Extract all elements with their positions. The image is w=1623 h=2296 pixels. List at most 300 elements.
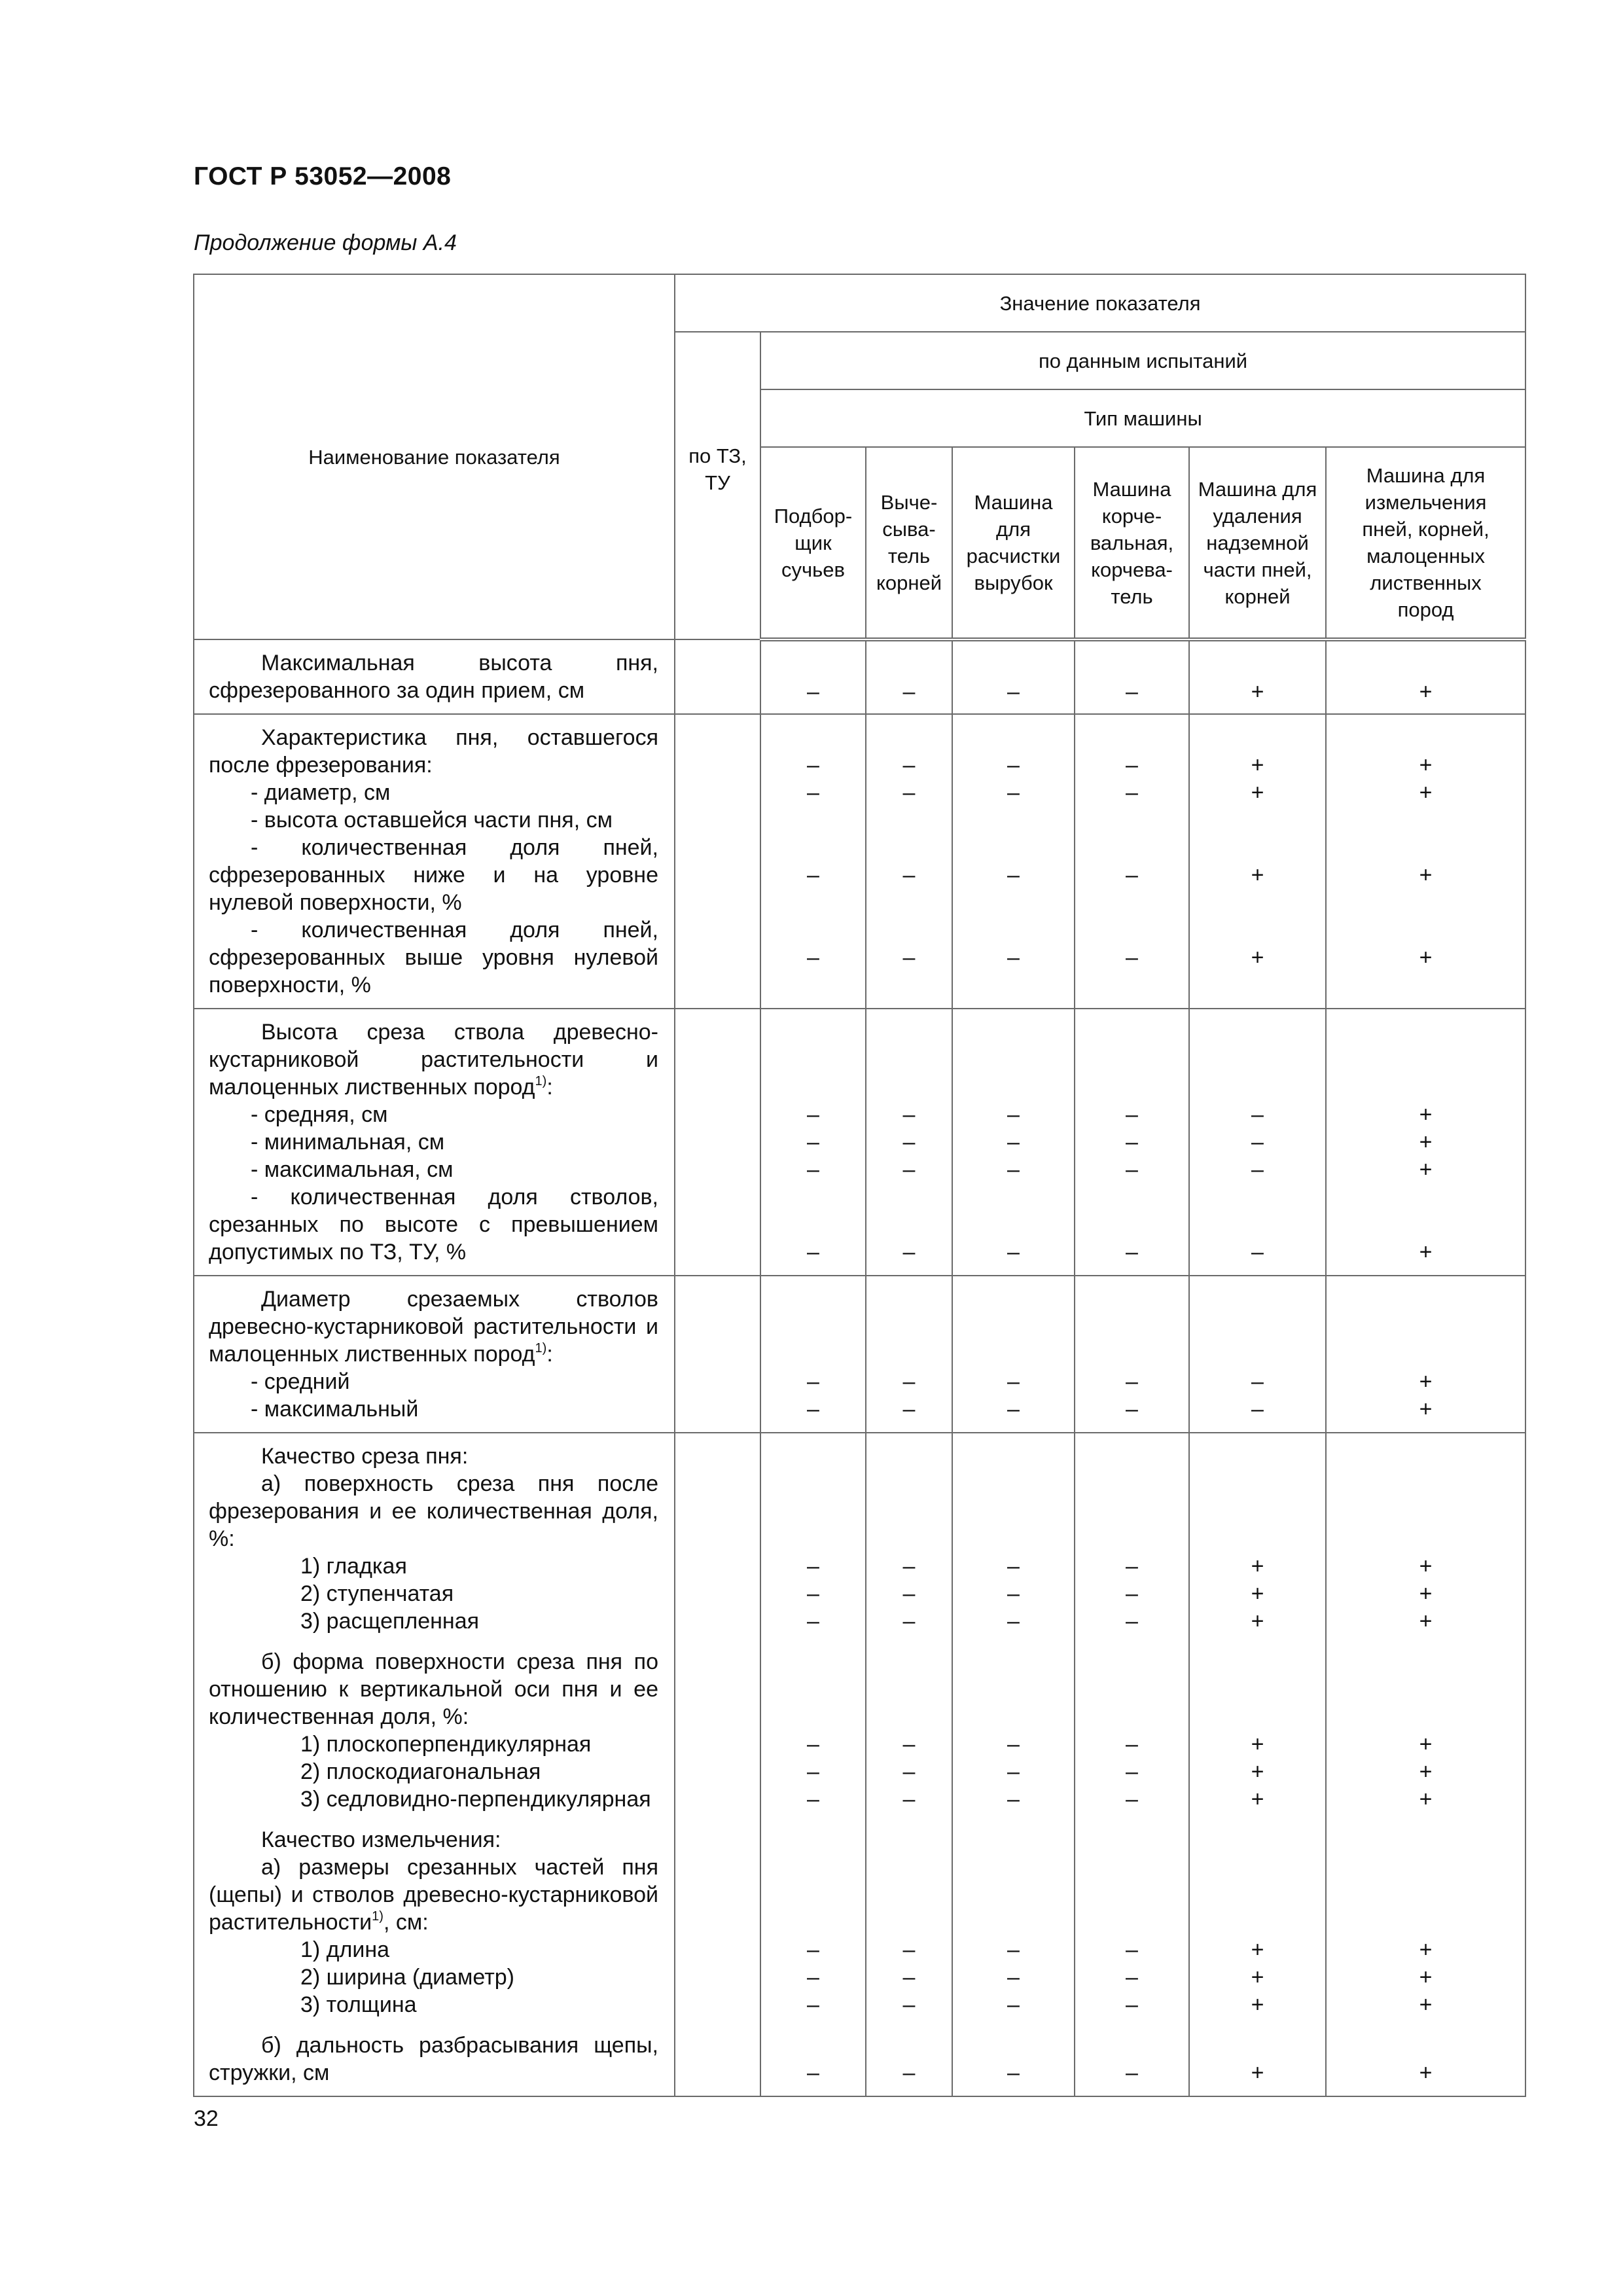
value-mark: [953, 1525, 1074, 1552]
value-mark: –: [807, 1609, 819, 1634]
value-mark: [866, 1881, 952, 1909]
table-header: [194, 274, 1525, 639]
header-indicator-name: Наименование показателя: [194, 274, 675, 639]
header-value-group: Значение показателя: [675, 274, 1525, 332]
value-mark: –: [1251, 1102, 1264, 1127]
value-mark: [953, 1498, 1074, 1525]
value-mark: [953, 724, 1074, 751]
indicator-text: - максимальный: [251, 1397, 419, 1422]
test-value-cell: [1075, 639, 1189, 714]
value-mark: [1327, 1183, 1525, 1211]
value-mark: –: [902, 1554, 916, 1579]
value-mark: [866, 1854, 952, 1881]
spec-value-cell: [675, 1276, 760, 1433]
value-mark: –: [902, 1581, 916, 1606]
indicator-text: 1) плоскоперпендикулярная: [300, 1732, 592, 1757]
value-mark: –: [902, 1240, 916, 1265]
value-mark: [1327, 834, 1525, 861]
spacer: [761, 2018, 865, 2032]
indicator-text: - средняя, см: [251, 1102, 388, 1127]
spacer: [953, 2018, 1074, 2032]
indicator-name-cell: [194, 1276, 675, 1433]
indicator-text-suffix: :: [546, 1075, 553, 1100]
value-mark: [1190, 889, 1325, 916]
value-mark: [1327, 2032, 1525, 2059]
value-mark: [953, 1183, 1074, 1211]
spacer: [866, 1635, 952, 1648]
test-value-cell: [1075, 714, 1189, 1009]
indicator-line: [209, 1731, 658, 1758]
value-mark: [1190, 1525, 1325, 1552]
test-value-cell: [866, 1433, 952, 2096]
value-mark: –: [902, 1157, 916, 1182]
value-mark: [1075, 2032, 1188, 2059]
value-mark: –: [902, 753, 916, 778]
indicator-text: б) дальность разбрасывания щепы, стружки, см: [209, 2033, 658, 2085]
value-mark: [866, 2032, 952, 2059]
value-mark: –: [1126, 1787, 1138, 1812]
value-mark: –: [1007, 1787, 1020, 1812]
test-value-cell: [1326, 639, 1525, 714]
indicator-line: [209, 1580, 658, 1607]
value-mark: [1075, 1881, 1188, 1909]
value-mark: [761, 651, 865, 678]
indicator-line: [209, 1552, 658, 1580]
footnote-ref: 1): [372, 1909, 383, 1924]
value-mark: –: [807, 679, 819, 704]
value-mark: –: [902, 1130, 916, 1155]
spacer: [1075, 1813, 1188, 1826]
indicator-line: [209, 1964, 658, 1991]
value-mark: +: [1419, 1992, 1433, 2017]
value-mark: [1190, 1881, 1325, 1909]
value-mark: [1327, 1340, 1525, 1368]
value-mark: –: [807, 1759, 819, 1784]
value-mark: –: [1126, 753, 1138, 778]
value-mark: [761, 1909, 865, 1936]
indicator-line: [209, 1854, 658, 1936]
test-value-cell: [1189, 639, 1326, 714]
indicator-name-cell: [194, 639, 675, 714]
indicator-name-cell: [194, 1009, 675, 1276]
value-mark: –: [902, 1397, 916, 1422]
test-value-cell: [760, 714, 866, 1009]
indicator-line: [209, 1648, 658, 1731]
value-mark: –: [1251, 1240, 1264, 1265]
value-mark: [1190, 1703, 1325, 1731]
test-value-cell: [866, 639, 952, 714]
value-mark: [1190, 1046, 1325, 1073]
value-mark: [866, 1340, 952, 1368]
value-mark: [953, 1073, 1074, 1101]
page-number: 32: [194, 2106, 219, 2131]
header-machine-col: Машина корче-вальная, корчева-тель: [1075, 447, 1189, 639]
indicator-text: Максимальная высота пня, сфрезерованного за один прием, см: [209, 651, 658, 703]
value-mark: [761, 916, 865, 944]
value-mark: [1190, 1854, 1325, 1881]
indicator-line: [209, 1443, 658, 1470]
value-mark: +: [1419, 780, 1433, 805]
value-mark: [1075, 1340, 1188, 1368]
indicator-text: 2) ступенчатая: [300, 1581, 454, 1606]
value-mark: [1190, 1648, 1325, 1676]
value-mark: +: [1419, 1240, 1433, 1265]
value-mark: [761, 1826, 865, 1854]
value-mark: [761, 1211, 865, 1238]
value-mark: [953, 651, 1074, 678]
indicator-line: [209, 1128, 658, 1156]
value-mark: –: [902, 679, 916, 704]
test-value-cell: [1326, 1276, 1525, 1433]
value-mark: –: [807, 1102, 819, 1127]
value-mark: [1327, 1313, 1525, 1340]
value-mark: –: [1007, 1369, 1020, 1394]
value-mark: –: [1126, 1369, 1138, 1394]
value-mark: –: [1251, 1369, 1264, 1394]
spacer: [1075, 1635, 1188, 1648]
value-mark: [761, 1703, 865, 1731]
value-mark: [1075, 1909, 1188, 1936]
header-test-group: по данным испытаний: [760, 332, 1525, 389]
value-mark: [953, 1676, 1074, 1703]
test-value-cell: [1075, 1009, 1189, 1276]
value-mark: –: [1126, 1609, 1138, 1634]
indicator-text-suffix: :: [546, 1342, 553, 1367]
spacer: [1190, 1813, 1325, 1826]
value-mark: [1190, 1340, 1325, 1368]
value-mark: [761, 1854, 865, 1881]
indicator-line: [209, 1368, 658, 1395]
header-machine-type: Тип машины: [760, 389, 1525, 447]
value-mark: [1190, 1073, 1325, 1101]
value-mark: –: [1007, 753, 1020, 778]
value-mark: [1327, 1525, 1525, 1552]
indicator-text: Качество среза пня:: [261, 1444, 469, 1469]
value-mark: [866, 1443, 952, 1470]
indicator-text: - средний: [251, 1369, 350, 1394]
test-value-cell: [1189, 1276, 1326, 1433]
value-mark: –: [1126, 1937, 1138, 1962]
indicator-line: [209, 779, 658, 806]
indicator-text: 2) плоскодиагональная: [300, 1759, 541, 1784]
value-mark: –: [807, 1787, 819, 1812]
value-mark: –: [1007, 1937, 1020, 1962]
value-mark: [1190, 1443, 1325, 1470]
value-mark: [866, 1525, 952, 1552]
value-mark: +: [1251, 780, 1264, 805]
indicator-text: - количественная доля пней, сфрезерованных выше уровня нулевой поверхности, %: [209, 918, 658, 997]
value-mark: [953, 1340, 1074, 1368]
test-value-cell: [1189, 1433, 1326, 2096]
indicator-line: [209, 834, 658, 916]
value-mark: –: [1126, 1759, 1138, 1784]
test-value-cell: [1326, 1433, 1525, 2096]
value-mark: +: [1419, 1397, 1433, 1422]
spacer: [953, 1813, 1074, 1826]
value-mark: +: [1419, 1102, 1433, 1127]
indicator-text: 3) расщепленная: [300, 1609, 480, 1634]
value-mark: [1327, 1881, 1525, 1909]
value-mark: [866, 724, 952, 751]
value-mark: [953, 806, 1074, 834]
spacer: [761, 1813, 865, 1826]
table-row: [194, 639, 1525, 714]
value-mark: [1190, 916, 1325, 944]
test-value-cell: [760, 639, 866, 714]
indicator-text: 2) ширина (диаметр): [300, 1965, 515, 1990]
value-mark: –: [1007, 863, 1020, 888]
test-value-cell: [760, 1276, 866, 1433]
table-row: [194, 1009, 1525, 1276]
indicator-line: [209, 916, 658, 999]
value-mark: –: [902, 1609, 916, 1634]
indicator-line: [209, 649, 658, 704]
value-mark: +: [1419, 1787, 1433, 1812]
value-mark: –: [807, 1965, 819, 1990]
value-mark: –: [902, 1759, 916, 1784]
value-mark: –: [1007, 945, 1020, 970]
value-mark: [953, 1854, 1074, 1881]
value-mark: [1327, 1046, 1525, 1073]
value-mark: [761, 2032, 865, 2059]
value-mark: +: [1419, 945, 1433, 970]
value-mark: [953, 1648, 1074, 1676]
value-mark: [866, 1313, 952, 1340]
value-mark: –: [1126, 1157, 1138, 1182]
value-mark: +: [1419, 1759, 1433, 1784]
value-mark: –: [807, 1992, 819, 2017]
value-mark: [1327, 1826, 1525, 1854]
value-mark: [761, 1285, 865, 1313]
indicator-line: [209, 1156, 658, 1183]
value-mark: [953, 1313, 1074, 1340]
header-machine-col: Машина для расчистки вырубок: [952, 447, 1075, 639]
value-mark: [1327, 724, 1525, 751]
value-mark: +: [1251, 2060, 1264, 2085]
value-mark: –: [1007, 679, 1020, 704]
value-mark: [953, 1211, 1074, 1238]
form-caption: Продолжение формы А.4: [194, 230, 457, 255]
value-mark: [1190, 1211, 1325, 1238]
value-mark: [1075, 1285, 1188, 1313]
value-mark: +: [1419, 1157, 1433, 1182]
value-mark: –: [1007, 1732, 1020, 1757]
value-mark: –: [1126, 1397, 1138, 1422]
indicator-text: а) размеры срезанных частей пня (щепы) и стволов древесно-кустарниковой растительности: [209, 1855, 658, 1935]
indicator-line: [209, 806, 658, 834]
spec-value-cell: [675, 1009, 760, 1276]
value-mark: –: [807, 1937, 819, 1962]
value-mark: [1327, 1073, 1525, 1101]
indicator-text: - высота оставшейся части пня, см: [251, 808, 613, 833]
value-mark: –: [1007, 1554, 1020, 1579]
value-mark: –: [1007, 1992, 1020, 2017]
value-mark: [1327, 1676, 1525, 1703]
value-mark: [1075, 1470, 1188, 1498]
value-mark: [1075, 1073, 1188, 1101]
value-mark: –: [902, 1992, 916, 2017]
indicator-text: - минимальная, см: [251, 1130, 445, 1155]
test-value-cell: [952, 1276, 1075, 1433]
value-mark: –: [1126, 2060, 1138, 2085]
spacer: [209, 1813, 658, 1826]
indicator-text: - количественная доля стволов, срезанных по высоте с превышением допустимых по ТЗ, ТУ, %: [209, 1185, 658, 1265]
value-mark: +: [1251, 863, 1264, 888]
footnote-ref: 1): [535, 1341, 547, 1355]
indicator-line: [209, 1607, 658, 1635]
indicator-text: б) форма поверхности среза пня по отношению к вертикальной оси пня и ее количественная доля, %:: [209, 1649, 658, 1729]
value-mark: –: [1126, 1240, 1138, 1265]
value-mark: [953, 1881, 1074, 1909]
value-mark: [1075, 724, 1188, 751]
spacer: [1327, 2018, 1525, 2032]
indicator-text: - диаметр, см: [251, 780, 391, 805]
value-mark: [1327, 1470, 1525, 1498]
value-mark: [1075, 916, 1188, 944]
test-value-cell: [952, 1433, 1075, 2096]
value-mark: +: [1251, 1554, 1264, 1579]
test-value-cell: [866, 1276, 952, 1433]
value-mark: [1075, 1443, 1188, 1470]
value-mark: –: [807, 2060, 819, 2085]
value-mark: [866, 651, 952, 678]
test-value-cell: [952, 714, 1075, 1009]
value-mark: [953, 1826, 1074, 1854]
value-mark: –: [1007, 1102, 1020, 1127]
value-mark: –: [807, 1581, 819, 1606]
value-mark: +: [1419, 753, 1433, 778]
indicator-name-cell: [194, 714, 675, 1009]
value-mark: [953, 916, 1074, 944]
value-mark: [1327, 1854, 1525, 1881]
indicator-line: [209, 1018, 658, 1101]
value-mark: [866, 1211, 952, 1238]
value-mark: –: [1126, 1581, 1138, 1606]
value-mark: [866, 1826, 952, 1854]
value-mark: [1327, 1211, 1525, 1238]
value-mark: [761, 1046, 865, 1073]
value-mark: –: [807, 863, 819, 888]
value-mark: [1075, 1018, 1188, 1046]
value-mark: [1075, 889, 1188, 916]
test-value-cell: [952, 639, 1075, 714]
value-mark: [1075, 1854, 1188, 1881]
value-mark: [1190, 1826, 1325, 1854]
value-mark: –: [1007, 1240, 1020, 1265]
test-value-cell: [1326, 714, 1525, 1009]
value-mark: [1190, 724, 1325, 751]
value-mark: [761, 1183, 865, 1211]
value-mark: [1190, 1285, 1325, 1313]
spacer: [1327, 1813, 1525, 1826]
value-mark: –: [1126, 1102, 1138, 1127]
value-mark: +: [1419, 1609, 1433, 1634]
value-mark: [866, 1703, 952, 1731]
value-mark: +: [1251, 679, 1264, 704]
value-mark: [866, 1073, 952, 1101]
value-mark: [953, 1018, 1074, 1046]
value-mark: [1327, 651, 1525, 678]
indicator-line: [209, 1936, 658, 1964]
test-value-cell: [1075, 1276, 1189, 1433]
value-mark: –: [1007, 1965, 1020, 1990]
value-mark: [866, 1676, 952, 1703]
value-mark: –: [1126, 1965, 1138, 1990]
value-mark: +: [1419, 1369, 1433, 1394]
indicator-text: - максимальная, см: [251, 1157, 454, 1182]
value-mark: –: [1126, 945, 1138, 970]
value-mark: [761, 806, 865, 834]
value-mark: –: [1126, 1732, 1138, 1757]
value-mark: [1075, 834, 1188, 861]
indicator-text-suffix: , см:: [383, 1910, 429, 1935]
value-mark: –: [807, 945, 819, 970]
value-mark: –: [902, 2060, 916, 2085]
indicator-line: [209, 2032, 658, 2087]
value-mark: –: [1126, 780, 1138, 805]
value-mark: –: [1007, 2060, 1020, 2085]
value-mark: +: [1419, 1554, 1433, 1579]
test-value-cell: [1189, 714, 1326, 1009]
value-mark: [866, 1018, 952, 1046]
value-mark: –: [1126, 679, 1138, 704]
value-mark: [1075, 1498, 1188, 1525]
table-row: [194, 1276, 1525, 1433]
value-mark: –: [1007, 1581, 1020, 1606]
value-mark: [1190, 834, 1325, 861]
value-mark: +: [1251, 1965, 1264, 1990]
value-mark: [761, 1313, 865, 1340]
value-mark: [1075, 1046, 1188, 1073]
spacer: [1190, 2018, 1325, 2032]
value-mark: [1327, 806, 1525, 834]
value-mark: [1075, 1313, 1188, 1340]
value-mark: [1075, 651, 1188, 678]
spacer: [1190, 1635, 1325, 1648]
value-mark: +: [1251, 1937, 1264, 1962]
header-machine-col: Подбор-щик сучьев: [760, 447, 866, 639]
indicator-table: [193, 274, 1526, 2097]
indicator-text: а) поверхность среза пня после фрезерования и ее количественная доля, %:: [209, 1471, 658, 1551]
value-mark: [1190, 1676, 1325, 1703]
spacer: [209, 2018, 658, 2032]
indicator-text: Характеристика пня, оставшегося после фрезерования:: [209, 725, 658, 778]
value-mark: [1190, 1183, 1325, 1211]
value-mark: –: [807, 1732, 819, 1757]
value-mark: +: [1419, 2060, 1433, 2085]
table-body: [194, 639, 1525, 2096]
value-mark: –: [807, 1554, 819, 1579]
value-mark: [1190, 1018, 1325, 1046]
value-mark: [1190, 2032, 1325, 2059]
test-value-cell: [760, 1433, 866, 2096]
table-row: [194, 1433, 1525, 2096]
value-mark: [866, 1498, 952, 1525]
value-mark: [761, 1470, 865, 1498]
value-mark: +: [1419, 1130, 1433, 1155]
value-mark: [953, 1909, 1074, 1936]
value-mark: [1327, 1909, 1525, 1936]
indicator-line: [209, 1285, 658, 1368]
value-mark: [953, 1443, 1074, 1470]
header-machine-col: Машина для удаления надземной части пней, корней: [1189, 447, 1326, 639]
value-mark: [1190, 651, 1325, 678]
indicator-text: 3) седловидно-перпендикулярная: [300, 1787, 651, 1812]
value-mark: [953, 1703, 1074, 1731]
value-mark: –: [1251, 1130, 1264, 1155]
value-mark: –: [902, 1937, 916, 1962]
indicator-text: 1) длина: [300, 1937, 390, 1962]
